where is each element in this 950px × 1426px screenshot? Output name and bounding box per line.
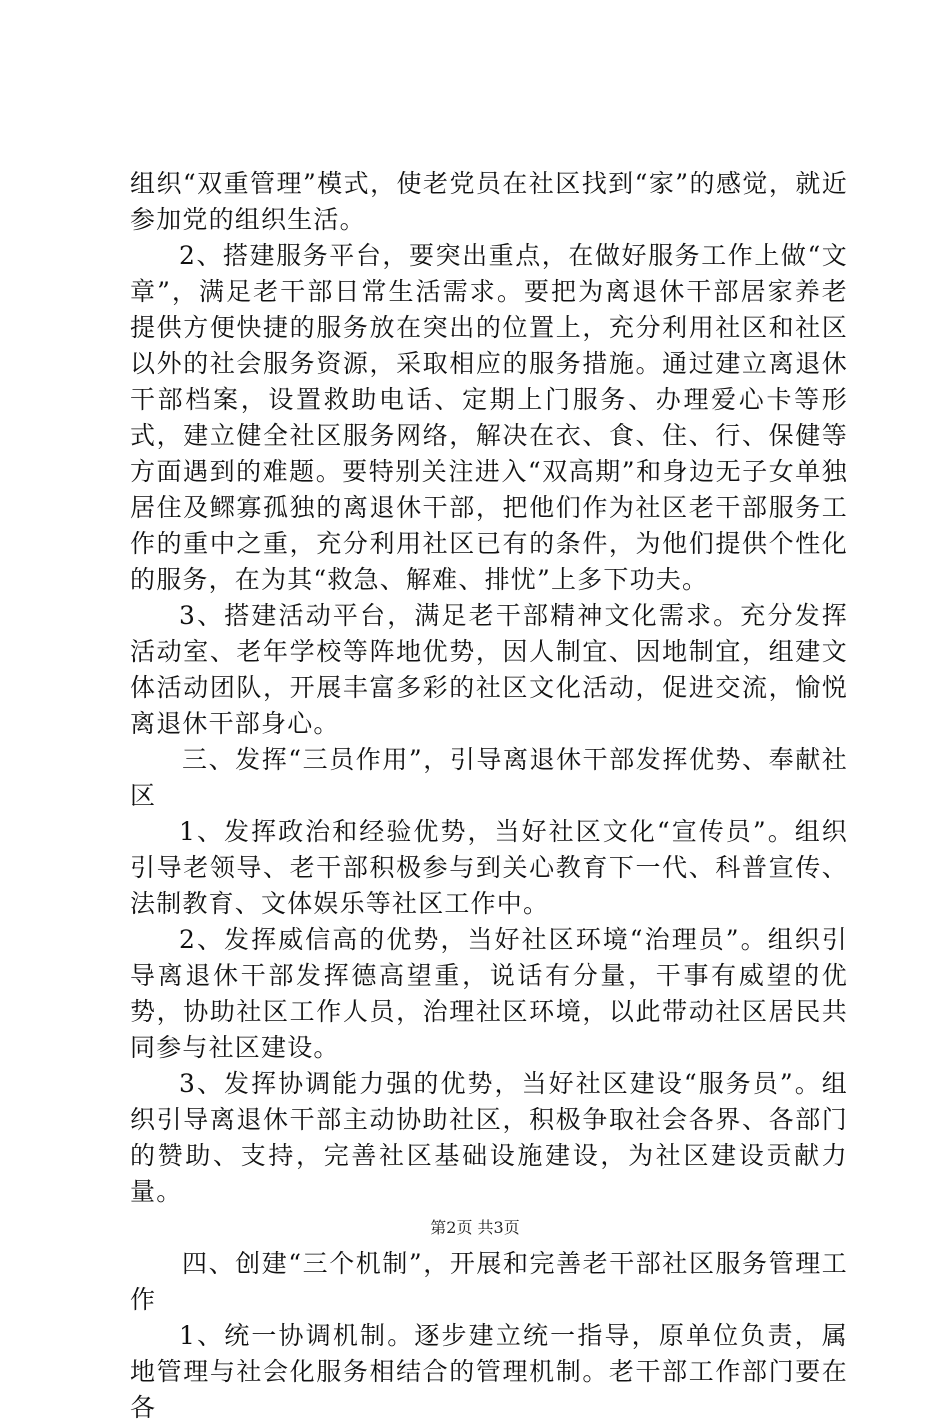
paragraph-governor: 2、发挥威信高的优势，当好社区环境“治理员”。组织引导离退休干部发挥德高望重，说话有分量，干事有威望的优势，协助社区工作人员，治理社区环境，以此带动社区居民共同参与社区建设。 — [130, 925, 848, 1062]
paragraph-service-member: 3、发挥协调能力强的优势，当好社区建设“服务员”。组织引导离退休干部主动协助社区，积极争取社会各界、各部门的赞助、支持，完善社区基础设施建设，为社区建设贡献力量。 — [130, 1069, 848, 1206]
paragraph-activity-platform: 3、搭建活动平台，满足老干部精神文化需求。充分发挥活动室、老年学校等阵地优势，因人制宜、因地制宜，组建文体活动团队，开展丰富多彩的社区文化活动，促进交流，愉悦离退休干部身心。 — [130, 601, 848, 738]
paragraph-coordination-mechanism: 1、统一协调机制。逐步建立统一指导，原单位负责，属地管理与社会化服务相结合的管理机制。老干部工作部门要在各 — [130, 1321, 848, 1422]
paragraph-service-platform: 2、搭建服务平台，要突出重点，在做好服务工作上做“文章”，满足老干部日常生活需求。要把为离退休干部居家养老提供方便快捷的服务放在突出的位置上，充分利用社区和社区以外的社会服务资源，采取相应的服务措施。通过建立离退休干部档案，设置救助电话、定期上门服务、办理爱心卡等形式，建立健全社区服务网络，解决在衣、食、住、行、保健等方面遇到的难题。要特别关注进入“双高期”和身边无子女单独居住及鳏寡孤独的离退休干部，把他们作为社区老干部服务工作的重中之重，充分利用社区已有的条件，为他们提供个性化的服务，在为其“救急、解难、排忧”上多下功夫。 — [130, 241, 848, 594]
section-heading-three-mechanisms: 四、创建“三个机制”，开展和完善老干部社区服务管理工作 — [130, 1249, 848, 1314]
paragraph-propagandist: 1、发挥政治和经验优势，当好社区文化“宣传员”。组织引导老领导、老干部积极参与到关心教育下一代、科普宣传、法制教育、文体娱乐等社区工作中。 — [130, 817, 848, 918]
paragraph-continuation: 组织“双重管理”模式，使老党员在社区找到“家”的感觉，就近参加党的组织生活。 — [130, 169, 848, 234]
page-number-footer: 第2页 共3页 — [430, 1218, 520, 1237]
section-heading-three-roles: 三、发挥“三员作用”，引导离退休干部发挥优势、奉献社区 — [130, 745, 848, 810]
